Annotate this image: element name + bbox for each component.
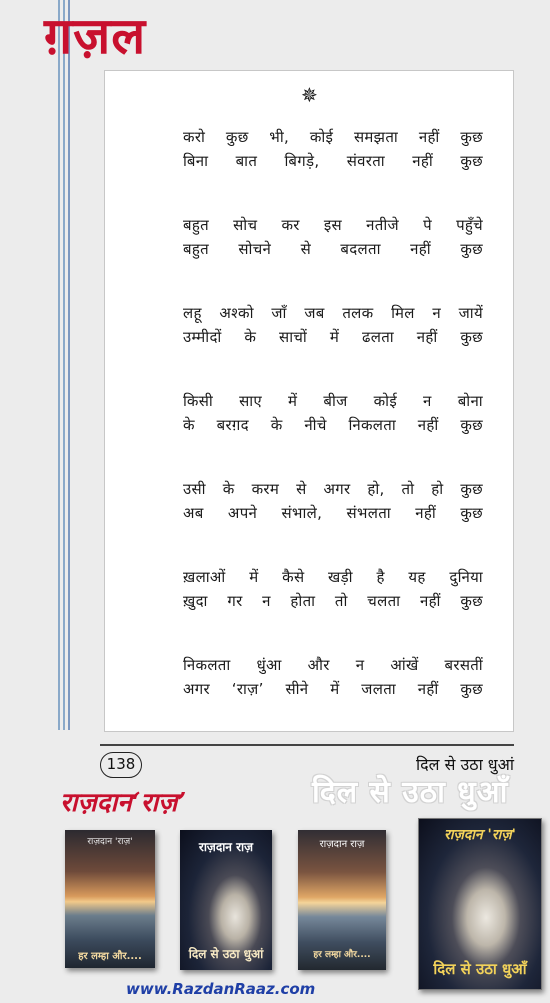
book-cover[interactable] [180,830,272,970]
book-cover-author: राज़दान 'राज़' [87,837,133,847]
poem-line: बिना बात बिगड़े, संवरता नहीं कुछ [183,152,483,170]
poem-line: लहू अश्को जाँ जब तलक मिल न जायें [183,304,483,322]
poem-stanza [183,301,483,349]
poem-line: किसी साए में बीज कोई न बोना [183,392,483,410]
page-number: 138 [100,752,142,778]
poem-stanza [183,477,483,525]
running-book-title: दिल से उठा धुआं [416,755,514,774]
watermark-title: दिल से उठा धुआँ [312,775,509,810]
author-logo: राज़दान‘राज़’ [60,788,187,818]
poem-line: अगर ‘राज़’ सीने में जलता नहीं कुछ [183,680,483,698]
poem-line: बहुत सोच कर इस नतीजे पे पहुँचे [183,216,483,234]
book-cover-title: दिल से उठा धुआं [188,947,264,961]
poem-line: के बरग़द के नीचे निकलता नहीं कुछ [183,416,483,434]
poem-line: उम्मीदों के साचों में ढलता नहीं कुछ [183,328,483,346]
poem-line: ख़लाओं में कैसे खड़ी है यह दुनिया [183,568,483,586]
book-cover-title: दिल से उठा धुआँ [433,960,527,978]
stripe [68,0,70,730]
book-cover-author: राज़दान राज़ [198,840,254,854]
website-link[interactable]: www.RazdanRaaz.com [126,980,316,998]
poem-line: करो कुछ भी, कोई समझता नहीं कुछ [183,128,483,146]
stripe [58,0,60,730]
book-cover[interactable] [418,818,542,990]
footer-divider [100,744,514,746]
poem-stanza [183,565,483,613]
book-cover[interactable] [298,830,386,970]
poem-stanza [183,125,483,173]
poem-line: ख़ुदा गर न होता तो चलता नहीं कुछ [183,592,483,610]
book-cover-title: हर लम्हा और.... [313,950,371,960]
book-cover[interactable] [65,830,155,968]
poem-line: उसी के करम से अगर हो, तो हो कुछ [183,480,483,498]
poem-stanza [183,389,483,437]
poem-line: अब अपने संभाले, संभलता नहीं कुछ [183,504,483,522]
poem-stanzas [183,125,483,741]
book-cover-title: हर लम्हा और.... [78,951,142,962]
book-cover-author: राज़दान 'राज़' [444,827,516,843]
poem-line: बहुत सोचने से बदलता नहीं कुछ [183,240,483,258]
poem-stanza [183,213,483,261]
ornament-star-icon: ✵ [301,83,318,107]
page-title: ग़ज़ल [44,7,147,65]
poem-stanza [183,653,483,701]
stripe [63,0,65,730]
decorative-stripes [0,0,75,730]
poem-panel [104,70,514,732]
poem-line: निकलता धुंआ और न आंखें बरसतीं [183,656,483,674]
book-cover-author: राज़दान राज़ [319,839,365,850]
